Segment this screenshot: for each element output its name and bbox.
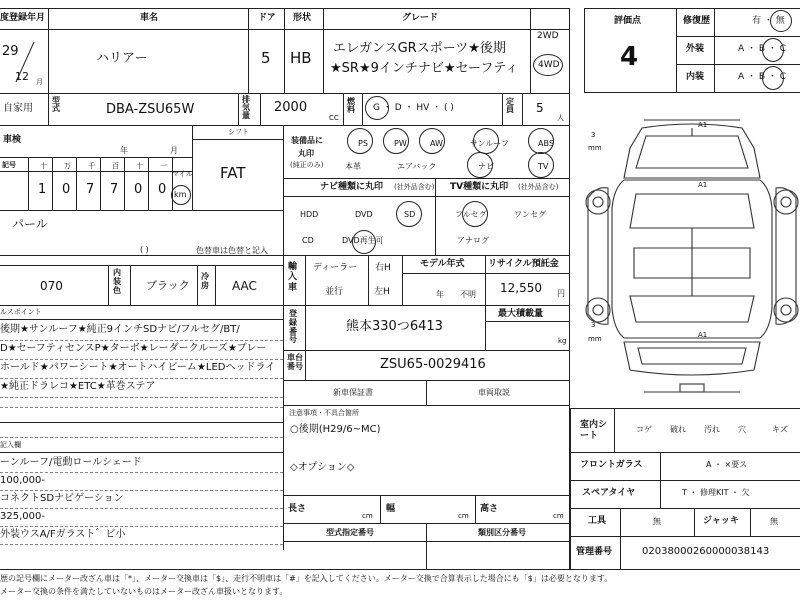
digit-header-0: 十 bbox=[40, 162, 47, 170]
tools-label: 工具 bbox=[588, 516, 607, 526]
digit-header-4: 十 bbox=[136, 162, 143, 170]
recycle-value: 12,550 bbox=[500, 281, 542, 295]
digit-divider bbox=[124, 157, 125, 210]
memo-line-1: 100,000- bbox=[0, 475, 45, 486]
mgmt-label: 管理番号 bbox=[576, 547, 613, 557]
equipment-circle bbox=[347, 128, 373, 154]
recycle-label: リサイクル預託金 bbox=[488, 259, 559, 269]
mileage-digit-0: 1 bbox=[38, 182, 47, 197]
mileage-digit-5: 0 bbox=[158, 182, 167, 197]
shape-label: 形状 bbox=[293, 13, 312, 23]
reg-year-label: 度登録年月 bbox=[0, 13, 46, 23]
sales-divider bbox=[0, 378, 283, 379]
sales-point-line-0: 後期★サンルーフ★純正9インチSDナビ/フルセグ/BT/ bbox=[0, 324, 240, 335]
diagram-mark-mid: A1 bbox=[698, 181, 708, 189]
width-unit: cm bbox=[458, 512, 469, 520]
mileage-km-unit: km bbox=[174, 190, 187, 199]
memo-line-0: ーンルーフ/電動ロールシェード bbox=[0, 457, 142, 468]
digit-divider bbox=[76, 157, 77, 210]
diagram-mm-1: mm bbox=[588, 144, 602, 152]
car-damage-diagram bbox=[584, 108, 800, 408]
score-value: 4 bbox=[620, 42, 639, 72]
sales-point-label: ルスポイント bbox=[0, 308, 42, 316]
mileage-digit-4: 0 bbox=[134, 182, 143, 197]
model-year-label: モデル年式 bbox=[420, 259, 465, 269]
equipment-item-6: エアバック bbox=[397, 162, 437, 171]
interior-color-label: 内装色 bbox=[113, 268, 121, 295]
equipment-item-0: PS bbox=[358, 139, 368, 148]
model-label: 型式 bbox=[52, 96, 60, 113]
equipment-item-7: ナビ bbox=[478, 162, 494, 171]
memo-label: 記入欄 bbox=[0, 441, 21, 449]
plate-value: 熊本330つ6413 bbox=[346, 319, 443, 334]
repair-label: 修復歴 bbox=[683, 16, 711, 26]
cabin-item-2: 汚れ bbox=[704, 425, 720, 434]
equipment-label-3: (純正のみ) bbox=[290, 161, 324, 169]
model-code: DBA-ZSU65W bbox=[106, 102, 195, 117]
diagram-side-mark-1: 3 bbox=[591, 131, 596, 139]
equipment-circle bbox=[528, 128, 554, 154]
tv-item-1: ワンセグ bbox=[514, 210, 546, 219]
plate-label: 登録番号 bbox=[289, 309, 297, 345]
navi-circle bbox=[396, 201, 422, 227]
equipment-item-1: PW bbox=[394, 139, 407, 148]
mileage-digit-1: 0 bbox=[62, 182, 71, 197]
displacement-label: 排気量 bbox=[242, 95, 250, 120]
shaken-year-unit: 年 bbox=[120, 146, 128, 155]
sales-divider bbox=[0, 397, 283, 398]
capacity-label: 定員 bbox=[506, 97, 514, 114]
digit-divider bbox=[28, 157, 29, 210]
equipment-label-1: 装備品に bbox=[291, 136, 323, 145]
equipment-circle bbox=[473, 128, 499, 154]
navi-item-1: DVD bbox=[355, 210, 373, 219]
windshield-options: A ・ ×要ス bbox=[706, 460, 748, 469]
fuel-options: G ・ D ・ HV ・ ( ) bbox=[373, 103, 454, 113]
grade-label: グレード bbox=[402, 13, 439, 23]
caution-label: 注意事項・不具合箇所 bbox=[289, 409, 359, 417]
model-year-unknown: 不明 bbox=[460, 290, 476, 299]
equipment-circle bbox=[528, 152, 554, 178]
equipment-circle bbox=[419, 128, 445, 154]
category-label: 類別区分番号 bbox=[478, 528, 526, 537]
digit-divider bbox=[172, 157, 173, 210]
diagram-side-mark-2: 3 bbox=[591, 321, 596, 329]
exterior-grades: A ・ B ・ C bbox=[738, 44, 787, 54]
equipment-label-2: 丸印 bbox=[298, 149, 314, 158]
displacement-value: 2000 bbox=[274, 100, 308, 115]
doors-label: ドア bbox=[258, 13, 276, 23]
spare-label: スペアタイヤ bbox=[582, 488, 636, 498]
capacity-value: 5 bbox=[536, 101, 544, 115]
sales-point-line-2: ホールド★パワーシート★オートハイビーム★LEDヘッドライ bbox=[0, 362, 276, 373]
navi-item-3: CD bbox=[302, 236, 314, 245]
memo-line-4: 外装ウスA/Fガラスト゛ビ小 bbox=[0, 529, 126, 540]
tv-title: TV種類に丸印 bbox=[450, 182, 509, 192]
model-year-unit: 年 bbox=[436, 290, 444, 299]
jack-value: 無 bbox=[770, 517, 778, 526]
sales-point-line-1: D★セーフティセンスP★ターボ★レーダークルーズ★ブレー bbox=[0, 343, 267, 354]
footer-line2: メーター交換の条件を満たしていないものはメーター改ざん車扱いとなります。 bbox=[0, 587, 288, 596]
digit-header-5: 一 bbox=[160, 162, 167, 170]
digit-divider bbox=[100, 157, 101, 210]
import-dealer: ディーラー bbox=[313, 263, 358, 273]
cabin-item-4: キズ bbox=[772, 425, 788, 434]
tv-item-0: フルセグ bbox=[455, 210, 487, 219]
exterior-b-circle bbox=[762, 38, 784, 62]
color-name: パール bbox=[12, 217, 48, 231]
diagram-mark-top: A1 bbox=[698, 121, 708, 129]
caution-line-1: ◇オプション◇ bbox=[290, 462, 355, 473]
equipment-circle bbox=[383, 128, 409, 154]
manual-label: 車両取説 bbox=[478, 388, 510, 397]
designation-label: 型式指定番号 bbox=[326, 528, 374, 537]
navi-item-4: DVD再生可 bbox=[342, 236, 384, 245]
shaken-label: 車検 bbox=[3, 135, 22, 145]
navi-circle bbox=[352, 230, 376, 254]
diagram-mark-bottom: A1 bbox=[698, 331, 708, 339]
fuel-label: 燃料 bbox=[347, 97, 355, 114]
diagram-mm-2: mm bbox=[588, 335, 602, 343]
interior-grades: A ・ B ・ C bbox=[738, 72, 787, 82]
length-label: 長さ bbox=[288, 504, 307, 514]
tools-value: 無 bbox=[653, 517, 661, 526]
equipment-item-8: TV bbox=[538, 162, 549, 171]
digit-header-1: 万 bbox=[64, 162, 71, 170]
caution-line-0: ○後期(H29/6~MC) bbox=[290, 424, 381, 435]
jack-label: ジャッキ bbox=[703, 516, 739, 526]
digit-header-2: 千 bbox=[88, 162, 95, 170]
ac-label: 冷房 bbox=[201, 272, 209, 290]
memo-divider bbox=[0, 472, 283, 473]
displacement-unit: CC bbox=[329, 114, 339, 122]
windshield-label: フロントガラス bbox=[580, 460, 643, 470]
memo-divider bbox=[0, 490, 283, 491]
reg-month: 12 bbox=[15, 70, 29, 83]
reg-month-unit: 月 bbox=[36, 78, 43, 86]
spare-options: T ・ 修理KIT ・ 欠 bbox=[682, 488, 750, 497]
car-name: ハリアー bbox=[96, 51, 148, 66]
color-note: 色替車は色替と記入 bbox=[196, 246, 268, 255]
shaken-month-unit: 月 bbox=[170, 146, 178, 155]
recycle-unit: 円 bbox=[557, 289, 565, 298]
digit-divider bbox=[52, 157, 53, 210]
equipment-circle bbox=[467, 152, 493, 178]
sales-point-line-3: ★純正ドラレコ★ETC★革巻ステア bbox=[0, 381, 156, 392]
memo-line-3: 325,000- bbox=[0, 511, 45, 522]
grade-line1: エレガンスGRスポーツ★後期 bbox=[333, 41, 506, 56]
mileage-digit-2: 7 bbox=[86, 182, 95, 197]
warranty-label: 新車保証書 bbox=[333, 388, 373, 397]
chassis-label: 車台番号 bbox=[287, 353, 303, 371]
interior-color-value: ブラック bbox=[146, 279, 190, 292]
capacity-unit: 人 bbox=[557, 114, 564, 122]
mileage-mile-unit: マイル bbox=[172, 170, 193, 178]
shift-value: FAT bbox=[220, 164, 246, 182]
navi-note: (社外品含む) bbox=[394, 183, 435, 191]
doors-value: 5 bbox=[261, 49, 271, 67]
interior-label: 内装 bbox=[686, 72, 705, 82]
equipment-item-4: ABS bbox=[538, 139, 554, 148]
width-label: 幅 bbox=[386, 504, 396, 514]
max-load-unit: kg bbox=[558, 337, 567, 345]
drive-4wd: 4WD bbox=[538, 60, 560, 70]
car-name-label: 車名 bbox=[140, 13, 159, 23]
import-label: 輸入車 bbox=[288, 262, 298, 293]
equipment-item-5: 本革 bbox=[345, 162, 361, 171]
import-left: 左H bbox=[374, 287, 390, 297]
height-label: 高さ bbox=[480, 504, 499, 514]
footer-line1: 歴の記号欄にメーター改ざん車は「*」、メーター交換車は「$」、走行不明車は「#」を記入してください。メーター交換で合算表示した場合にも「$」は必要となります。 bbox=[0, 574, 613, 583]
max-load-label: 最大積載量 bbox=[498, 309, 544, 319]
interior-b-circle bbox=[762, 66, 784, 90]
equipment-item-2: AW bbox=[430, 139, 443, 148]
chassis-value: ZSU65-0029416 bbox=[380, 357, 486, 372]
tv-circle bbox=[462, 201, 488, 227]
mgmt-value: 02038000260000038143 bbox=[642, 546, 770, 557]
repair-none-circle bbox=[770, 10, 792, 32]
navi-item-0: HDD bbox=[300, 210, 319, 219]
score-label: 評価点 bbox=[614, 16, 642, 26]
sales-divider bbox=[0, 340, 283, 341]
shift-label: シフト bbox=[228, 128, 249, 136]
memo-divider bbox=[0, 544, 283, 545]
navi-item-2: SD bbox=[404, 210, 416, 219]
memo-line-2: コネクトSDナビゲーション bbox=[0, 493, 124, 504]
cabin-item-3: 穴 bbox=[738, 425, 746, 434]
height-unit: cm bbox=[553, 512, 564, 520]
shape-value: HB bbox=[290, 49, 312, 67]
reg-year: 29 bbox=[2, 44, 19, 59]
sales-divider bbox=[0, 359, 283, 360]
usage-type: 自家用 bbox=[3, 103, 33, 114]
import-parallel: 並行 bbox=[325, 287, 344, 297]
memo-divider bbox=[0, 508, 283, 509]
ac-value: AAC bbox=[232, 279, 257, 293]
length-unit: cm bbox=[362, 512, 373, 520]
digit-divider bbox=[148, 157, 149, 210]
color-code: 070 bbox=[40, 279, 63, 293]
memo-divider bbox=[0, 526, 283, 527]
cabin-item-1: 破れ bbox=[670, 425, 686, 434]
tv-note: (社外品含む) bbox=[518, 183, 559, 191]
color-paren: ( ) bbox=[140, 245, 149, 254]
mileage-label: 記号 bbox=[2, 161, 16, 169]
cabin-label: 室内シート bbox=[580, 420, 608, 441]
drive-2wd: 2WD bbox=[537, 31, 559, 41]
import-right: 右H bbox=[375, 263, 391, 273]
equipment-item-3: サンルーフ bbox=[470, 139, 509, 148]
digit-header-3: 百 bbox=[112, 162, 119, 170]
exterior-label: 外装 bbox=[686, 44, 705, 54]
cabin-item-0: コゲ bbox=[636, 425, 652, 434]
mileage-digit-3: 7 bbox=[110, 182, 119, 197]
tv-item-2: アナログ bbox=[457, 236, 489, 245]
navi-title: ナビ種類に丸印 bbox=[320, 182, 384, 192]
grade-line2: ★SR★9インチナビ★セーフティ bbox=[330, 61, 519, 76]
repair-options: 有 ・ 無 bbox=[752, 16, 785, 26]
